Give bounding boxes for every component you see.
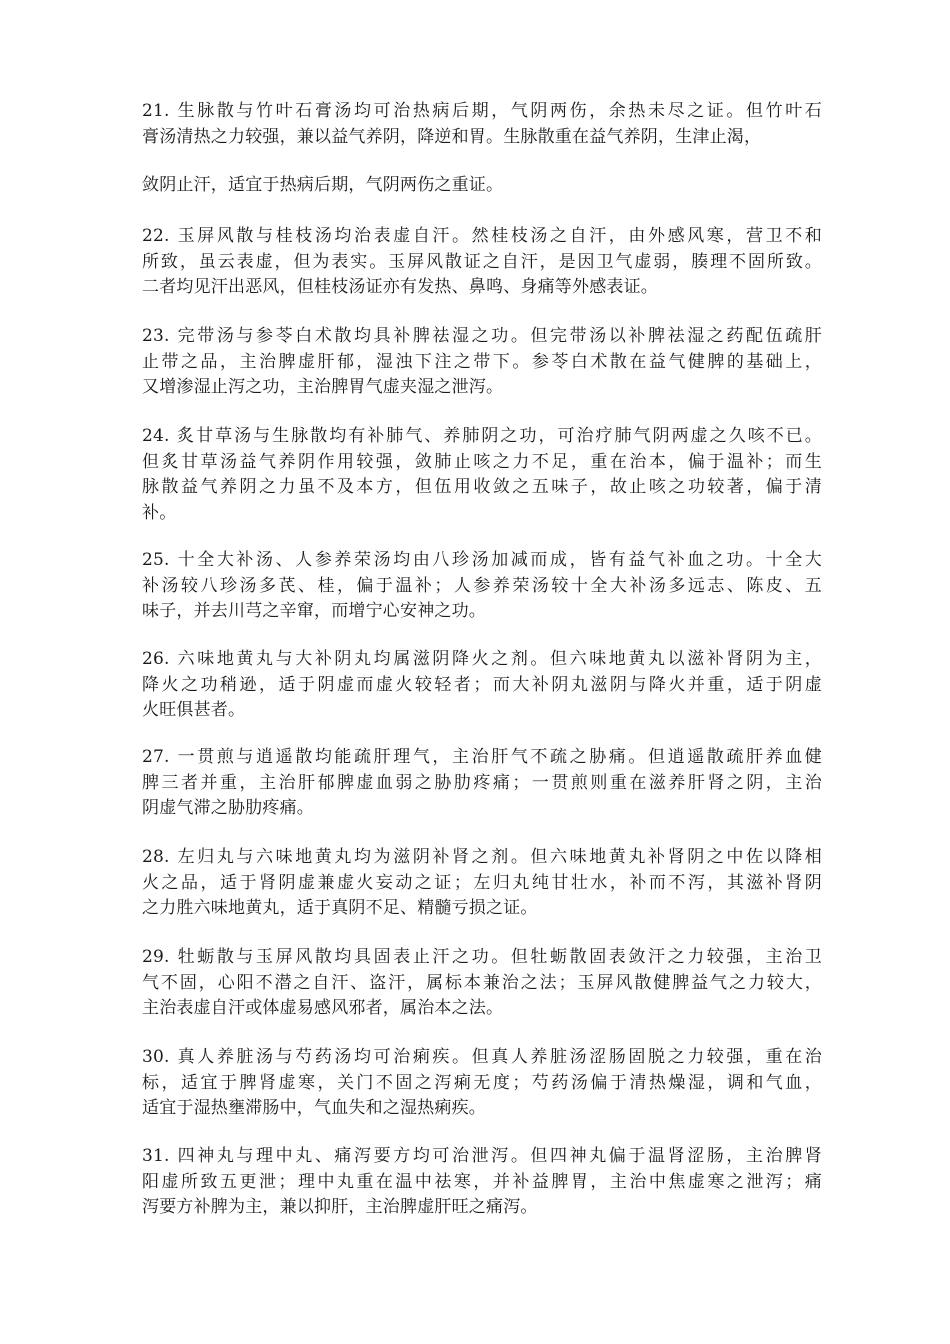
text-line: 气不固，心阳不潜之自汗、盗汗，属标本兼治之法；玉屏风散健脾益气之力较大，	[142, 972, 822, 993]
paragraph-31	[142, 1144, 822, 1221]
paragraph-23	[142, 324, 822, 401]
text-line: 味子，并去川芎之辛窜，而增宁心安神之功。	[142, 601, 486, 622]
paragraph-27	[142, 745, 822, 822]
text-line: 22. 玉屏风散与桂枝汤均治表虚自汗。然桂枝汤之自汗，由外感风寒，营卫不和	[142, 226, 822, 246]
paragraph-29	[142, 945, 822, 1022]
text-line: 又增渗湿止泻之功，主治脾胃气虚夹湿之泄泻。	[142, 377, 504, 398]
paragraph-25	[142, 548, 822, 625]
text-line: 止带之品，主治脾虚肝郁，湿浊下注之带下。参苓白术散在益气健脾的基础上，	[142, 351, 822, 372]
text-line: 泻要方补脾为主，兼以抑肝，主治脾虚肝旺之痛泻。	[142, 1197, 538, 1218]
text-line: 火之品，适于肾阴虚兼虚火妄动之证；左归丸纯甘壮水，补而不泻，其滋补肾阴	[142, 872, 822, 893]
paragraph-22	[142, 224, 822, 301]
text-line: 31. 四神丸与理中丸、痛泻要方均可治泄泻。但四神丸偏于温肾涩肠，主治脾肾	[142, 1146, 822, 1166]
text-line: 阳虚所致五更泄；理中丸重在温中祛寒，并补益脾胃，主治中焦虚寒之泄泻；痛	[142, 1171, 822, 1192]
text-line: 21. 生脉散与竹叶石膏汤均可治热病后期，气阴两伤，余热未尽之证。但竹叶石	[142, 101, 822, 121]
text-line: 29. 牡蛎散与玉屏风散均具固表止汗之功。但牡蛎散固表敛汗之力较强，主治卫	[142, 947, 822, 967]
paragraph-28	[142, 845, 822, 922]
text-line: 24. 炙甘草汤与生脉散均有补肺气、养肺阴之功，可治疗肺气阴两虚之久咳不已。	[142, 426, 822, 446]
paragraph-21-continued	[142, 173, 822, 199]
text-line: 补汤较八珍汤多芪、桂，偏于温补；人参养荣汤较十全大补汤多远志、陈皮、五	[142, 575, 822, 596]
text-line: 膏汤清热之力较强，兼以益气养阴，降逆和胃。生脉散重在益气养阴，生津止渴，	[142, 126, 762, 147]
text-line: 标，适宜于脾肾虚寒，关门不固之泻痢无度；芍药汤偏于清热燥湿，调和气血，	[142, 1072, 822, 1093]
text-line: 30. 真人养脏汤与芍药汤均可治痢疾。但真人养脏汤涩肠固脱之力较强，重在治	[142, 1047, 822, 1067]
paragraph-30	[142, 1045, 822, 1122]
text-line: 补。	[142, 502, 177, 523]
text-line: 脾三者并重，主治肝郁脾虚血弱之胁肋疼痛；一贯煎则重在滋养肝肾之阴，主治	[142, 772, 822, 793]
paragraph-26	[142, 647, 822, 724]
text-line: 适宜于湿热壅滞肠中，气血失和之湿热痢疾。	[142, 1098, 486, 1119]
text-line: 23. 完带汤与参苓白术散均具补脾祛湿之功。但完带汤以补脾祛湿之药配伍疏肝	[142, 326, 822, 346]
text-line: 二者均见汗出恶风，但桂枝汤证亦有发热、鼻鸣、身痛等外感表证。	[142, 277, 658, 298]
text-line: 敛阴止汗，适宜于热病后期，气阴两伤之重证。	[142, 175, 504, 195]
text-line: 27. 一贯煎与逍遥散均能疏肝理气，主治肝气不疏之胁痛。但逍遥散疏肝养血健	[142, 747, 822, 767]
text-line: 主治表虚自汗或体虚易感风邪者，属治本之法。	[142, 998, 504, 1019]
text-line: 25. 十全大补汤、人参养荣汤均由八珍汤加减而成，皆有益气补血之功。十全大	[142, 550, 822, 570]
text-line: 阴虚气滞之胁肋疼痛。	[142, 798, 314, 819]
text-line: 26. 六味地黄丸与大补阴丸均属滋阴降火之剂。但六味地黄丸以滋补肾阴为主，	[142, 649, 822, 669]
text-line: 所致，虽云表虚，但为表实。玉屏风散证之自汗，是因卫气虚弱，腠理不固所致。	[142, 251, 822, 272]
text-line: 但炙甘草汤益气养阴作用较强，敛肺止咳之力不足，重在治本，偏于温补；而生	[142, 451, 822, 472]
text-line: 脉散益气养阴之力虽不及本方，但伍用收敛之五味子，故止咳之功较著，偏于清	[142, 477, 822, 498]
text-line: 火旺俱甚者。	[142, 700, 246, 721]
paragraph-21	[142, 99, 822, 150]
text-line: 28. 左归丸与六味地黄丸均为滋阴补肾之剂。但六味地黄丸补肾阴之中佐以降相	[142, 847, 822, 867]
paragraph-24	[142, 424, 822, 526]
text-line: 之力胜六味地黄丸，适于真阴不足、精髓亏损之证。	[142, 898, 538, 919]
text-line: 降火之功稍逊，适于阴虚而虚火较轻者；而大补阴丸滋阴与降火并重，适于阴虚	[142, 674, 822, 695]
